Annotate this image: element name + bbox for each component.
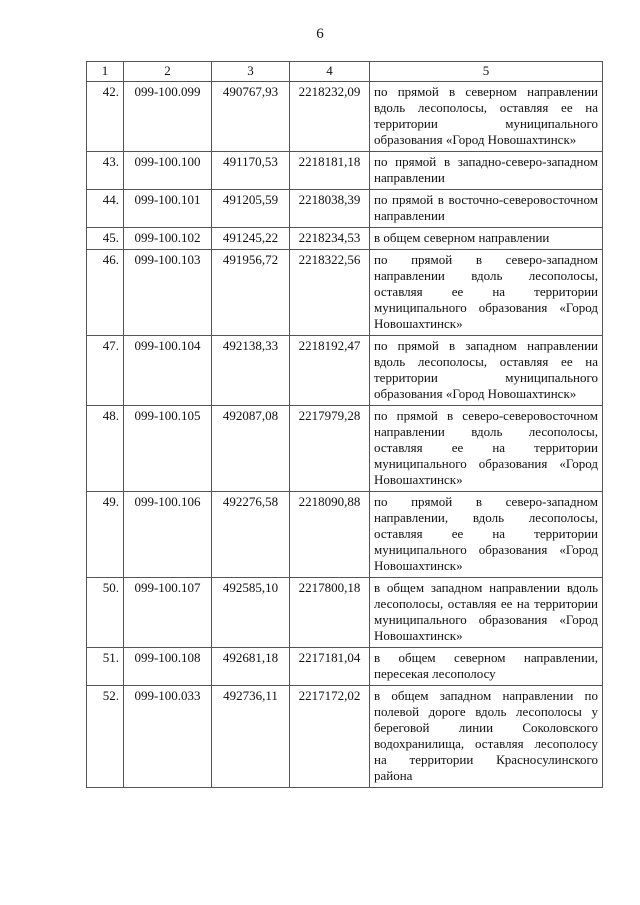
coordinate-x: 492736,11 — [212, 686, 290, 788]
coordinate-y: 2217181,04 — [290, 648, 370, 686]
coordinate-x: 491170,53 — [212, 152, 290, 190]
coordinate-y: 2218322,56 — [290, 250, 370, 336]
point-number: 48. — [87, 406, 124, 492]
point-number: 43. — [87, 152, 124, 190]
coordinate-y: 2218090,88 — [290, 492, 370, 578]
table-row — [87, 336, 603, 406]
coordinate-y: 2217172,02 — [290, 686, 370, 788]
boundary-description: по прямой в западно-северо-западном направлении — [370, 152, 603, 190]
column-header-3: 3 — [212, 62, 290, 82]
table-row — [87, 228, 603, 250]
point-code: 099-100.103 — [124, 250, 212, 336]
point-number: 45. — [87, 228, 124, 250]
table-row — [87, 492, 603, 578]
point-number: 52. — [87, 686, 124, 788]
column-header-1: 1 — [87, 62, 124, 82]
boundary-points-table — [86, 61, 603, 788]
point-number: 51. — [87, 648, 124, 686]
point-code: 099-100.102 — [124, 228, 212, 250]
coordinate-x: 490767,93 — [212, 82, 290, 152]
point-number: 46. — [87, 250, 124, 336]
point-code: 099-100.107 — [124, 578, 212, 648]
table-row — [87, 578, 603, 648]
coordinate-x: 492276,58 — [212, 492, 290, 578]
coordinate-y: 2218234,53 — [290, 228, 370, 250]
coordinate-y: 2218181,18 — [290, 152, 370, 190]
boundary-description: в общем западном направлении по полевой дороге вдоль лесополосы у береговой линии Соколовского водохранилища, оставляя лесополосу на территории Красносулинского района — [370, 686, 603, 788]
point-code: 099-100.099 — [124, 82, 212, 152]
table-row — [87, 190, 603, 228]
boundary-description: по прямой в северо-западном направлении вдоль лесополосы, оставляя ее на территории муниципального образования «Город Новошахтинск» — [370, 250, 603, 336]
point-number: 44. — [87, 190, 124, 228]
point-code: 099-100.100 — [124, 152, 212, 190]
coordinate-x: 491245,22 — [212, 228, 290, 250]
coordinate-x: 492681,18 — [212, 648, 290, 686]
point-code: 099-100.106 — [124, 492, 212, 578]
table-row — [87, 82, 603, 152]
point-number: 42. — [87, 82, 124, 152]
page-number: 6 — [316, 26, 324, 42]
table-row — [87, 152, 603, 190]
boundary-description: по прямой в западном направлении вдоль лесополосы, оставляя ее на территории муниципального образования «Город Новошахтинск» — [370, 336, 603, 406]
column-header-4: 4 — [290, 62, 370, 82]
boundary-description: по прямой в северо-северовосточном направлении вдоль лесополосы, оставляя ее на территории муниципального образования «Город Новошахтинск» — [370, 406, 603, 492]
coordinate-x: 492087,08 — [212, 406, 290, 492]
table-row — [87, 686, 603, 788]
point-code: 099-100.101 — [124, 190, 212, 228]
point-code: 099-100.104 — [124, 336, 212, 406]
coordinate-y: 2218038,39 — [290, 190, 370, 228]
coordinate-y: 2218192,47 — [290, 336, 370, 406]
column-header-2: 2 — [124, 62, 212, 82]
column-header-5: 5 — [370, 62, 603, 82]
point-code: 099-100.033 — [124, 686, 212, 788]
point-number: 50. — [87, 578, 124, 648]
table-row — [87, 648, 603, 686]
coordinate-x: 492138,33 — [212, 336, 290, 406]
table-row — [87, 250, 603, 336]
coordinate-y: 2218232,09 — [290, 82, 370, 152]
point-code: 099-100.105 — [124, 406, 212, 492]
boundary-description: по прямой в северном направлении вдоль лесополосы, оставляя ее на территории муниципального образования «Город Новошахтинск» — [370, 82, 603, 152]
point-number: 49. — [87, 492, 124, 578]
coordinate-x: 491205,59 — [212, 190, 290, 228]
coordinate-y: 2217800,18 — [290, 578, 370, 648]
table-row — [87, 406, 603, 492]
table-header-row — [87, 62, 603, 82]
boundary-description: по прямой в северо-западном направлении, вдоль лесополосы, оставляя ее на территории муниципального образования «Город Новошахтинск» — [370, 492, 603, 578]
boundary-description: в общем западном направлении вдоль лесополосы, оставляя ее на территории муниципального образования «Город Новошахтинск» — [370, 578, 603, 648]
coordinate-y: 2217979,28 — [290, 406, 370, 492]
boundary-description: в общем северном направлении, пересекая лесополосу — [370, 648, 603, 686]
point-code: 099-100.108 — [124, 648, 212, 686]
boundary-description: в общем северном направлении — [370, 228, 603, 250]
point-number: 47. — [87, 336, 124, 406]
coordinate-x: 492585,10 — [212, 578, 290, 648]
coordinate-x: 491956,72 — [212, 250, 290, 336]
boundary-description: по прямой в восточно-северовосточном направлении — [370, 190, 603, 228]
